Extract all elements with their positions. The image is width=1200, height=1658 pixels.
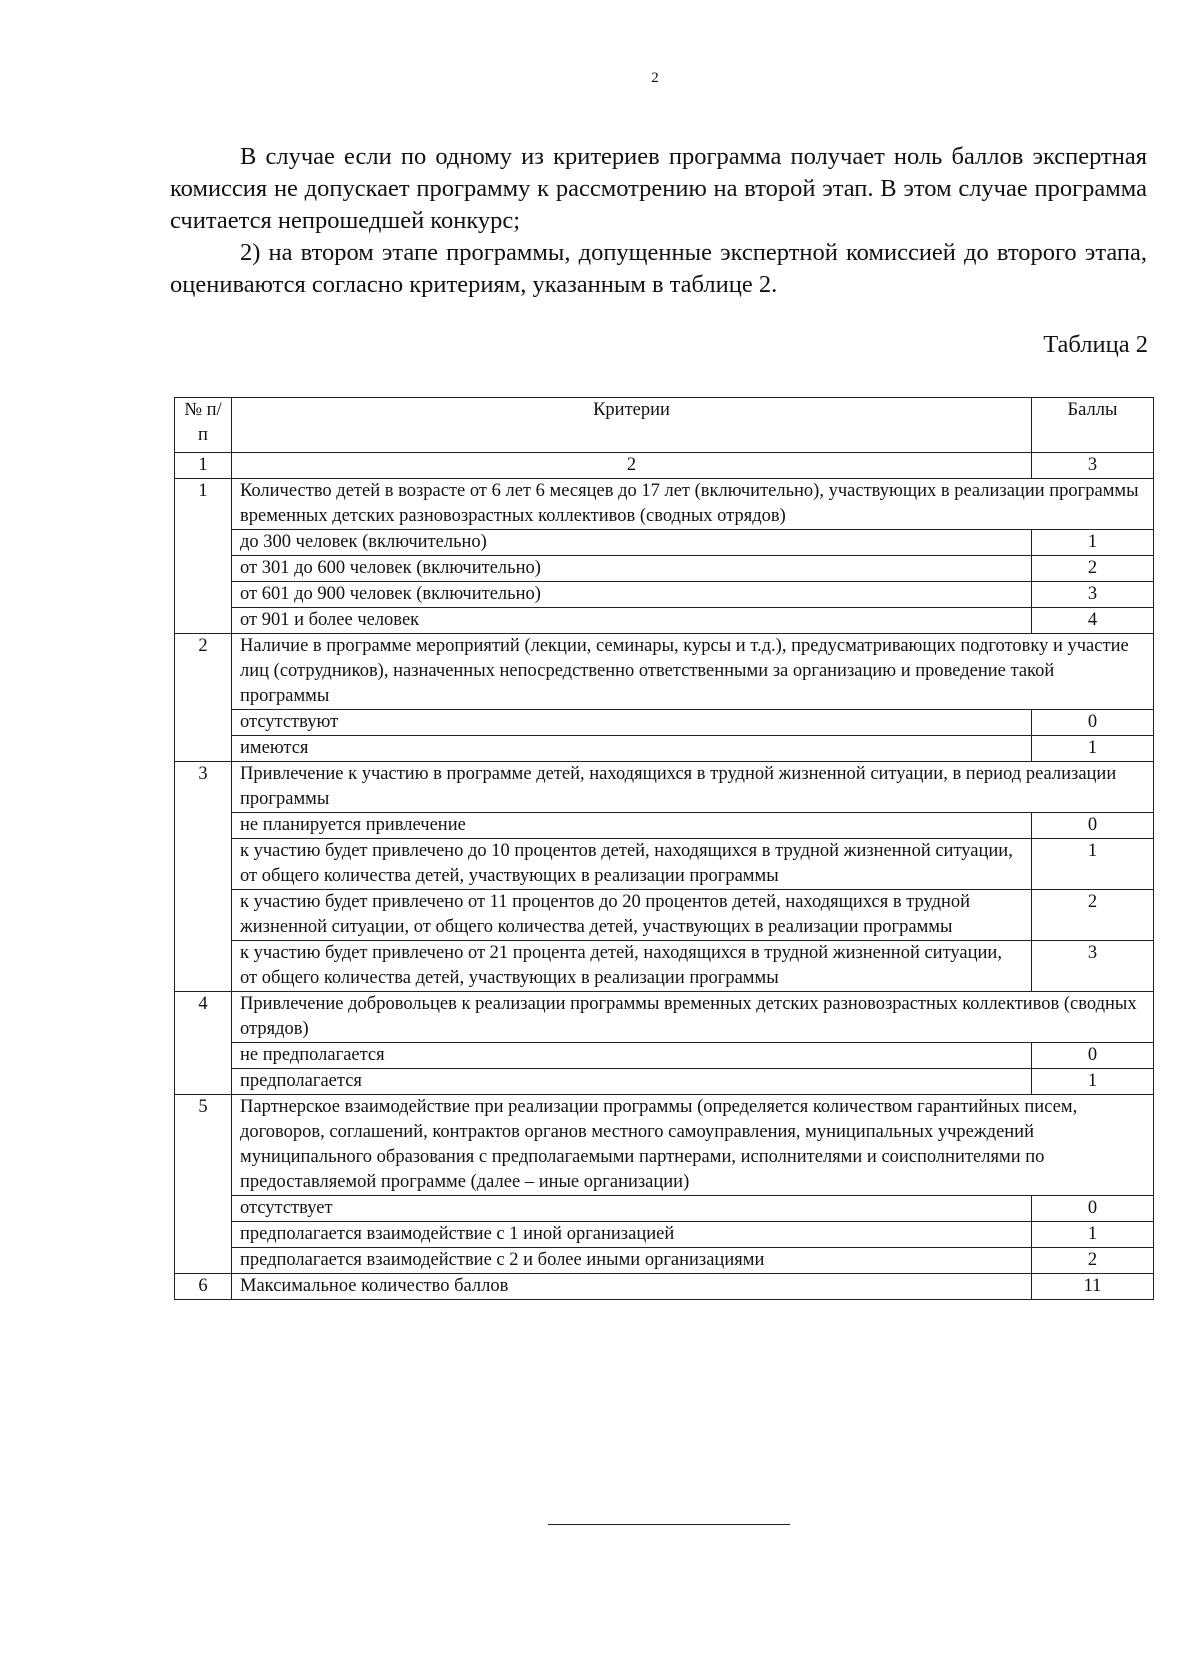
option-row	[175, 556, 1154, 582]
criterion-number: 5	[175, 1095, 232, 1274]
option-score: 3	[1032, 941, 1154, 992]
option-score: 1	[1032, 530, 1154, 556]
option-row	[175, 1222, 1154, 1248]
option-row	[175, 710, 1154, 736]
table-header-row	[175, 398, 1154, 453]
criterion-title: Партнерское взаимодействие при реализации программы (определяется количеством гарантийных писем, договоров, соглашений, контрактов органов местного самоуправления, муниципальных учреждений муниципального образования с предполагаемыми партнерами, исполнителями и соисполнителями по предоставляемой программе (далее – иные организации)	[232, 1095, 1154, 1196]
option-text: предполагается взаимодействие с 2 и более иными организациями	[232, 1248, 1032, 1274]
total-text: Максимальное количество баллов	[232, 1274, 1032, 1300]
option-score: 2	[1032, 556, 1154, 582]
option-row	[175, 1196, 1154, 1222]
option-score: 0	[1032, 1043, 1154, 1069]
option-text: до 300 человек (включительно)	[232, 530, 1032, 556]
option-row	[175, 1248, 1154, 1274]
paragraph: 2) на втором этапе программы, допущенные экспертной комиссией до второго этапа, оцениваются согласно критериям, указанным в таблице 2.	[170, 239, 1147, 298]
option-score: 0	[1032, 710, 1154, 736]
option-text: к участию будет привлечено от 21 процента детей, находящихся в трудной жизненной ситуации, от общего количества детей, участвующих в реализации программы	[232, 941, 1032, 992]
option-row	[175, 839, 1154, 890]
option-score: 1	[1032, 839, 1154, 890]
criterion-number: 3	[175, 762, 232, 992]
body-text	[170, 141, 1147, 301]
header-score: Баллы	[1032, 398, 1154, 453]
criterion-row	[175, 992, 1154, 1043]
option-text: от 301 до 600 человек (включительно)	[232, 556, 1032, 582]
criterion-row	[175, 1095, 1154, 1196]
option-text: имеются	[232, 736, 1032, 762]
option-row	[175, 530, 1154, 556]
total-row	[175, 1274, 1154, 1300]
criterion-row	[175, 762, 1154, 813]
column-number: 3	[1032, 453, 1154, 479]
column-number: 2	[232, 453, 1032, 479]
option-text: от 601 до 900 человек (включительно)	[232, 582, 1032, 608]
criteria-table	[174, 397, 1154, 1300]
option-row	[175, 1069, 1154, 1095]
total-number: 6	[175, 1274, 232, 1300]
option-row	[175, 736, 1154, 762]
option-score: 2	[1032, 1248, 1154, 1274]
option-text: предполагается	[232, 1069, 1032, 1095]
option-score: 0	[1032, 1196, 1154, 1222]
option-score: 1	[1032, 736, 1154, 762]
option-row	[175, 813, 1154, 839]
option-row	[175, 890, 1154, 941]
criterion-number: 2	[175, 634, 232, 762]
option-text: не планируется привлечение	[232, 813, 1032, 839]
option-text: не предполагается	[232, 1043, 1032, 1069]
option-row	[175, 941, 1154, 992]
option-text: к участию будет привлечено до 10 процентов детей, находящихся в трудной жизненной ситуации, от общего количества детей, участвующих в реализации программы	[232, 839, 1032, 890]
criterion-row	[175, 634, 1154, 710]
criterion-number: 4	[175, 992, 232, 1095]
footer-rule	[548, 1524, 790, 1525]
option-text: от 901 и более человек	[232, 608, 1032, 634]
option-text: отсутствует	[232, 1196, 1032, 1222]
option-text: к участию будет привлечено от 11 процентов до 20 процентов детей, находящихся в трудной жизненной ситуации, от общего количества детей, участвующих в реализации программы	[232, 890, 1032, 941]
header-num: № п/п	[175, 398, 232, 453]
option-text: предполагается взаимодействие с 1 иной организацией	[232, 1222, 1032, 1248]
criterion-title: Привлечение к участию в программе детей, находящихся в трудной жизненной ситуации, в период реализации программы	[232, 762, 1154, 813]
paragraph: В случае если по одному из критериев программа получает ноль баллов экспертная комиссия не допускает программу к рассмотрению на второй этап. В этом случае программа считается непрошедшей конкурс;	[170, 143, 1147, 234]
option-row	[175, 1043, 1154, 1069]
option-score: 0	[1032, 813, 1154, 839]
column-number: 1	[175, 453, 232, 479]
option-score: 4	[1032, 608, 1154, 634]
option-score: 1	[1032, 1069, 1154, 1095]
column-number-row	[175, 453, 1154, 479]
table-caption: Таблица 2	[1043, 331, 1148, 358]
option-score: 2	[1032, 890, 1154, 941]
criterion-title: Количество детей в возрасте от 6 лет 6 месяцев до 17 лет (включительно), участвующих в реализации программы временных детских разновозрастных коллективов (сводных отрядов)	[232, 479, 1154, 530]
option-text: отсутствуют	[232, 710, 1032, 736]
option-row	[175, 608, 1154, 634]
total-score: 11	[1032, 1274, 1154, 1300]
option-row	[175, 582, 1154, 608]
page-number: 2	[651, 70, 659, 86]
header-criteria: Критерии	[232, 398, 1032, 453]
criterion-row	[175, 479, 1154, 530]
criterion-number: 1	[175, 479, 232, 634]
option-score: 3	[1032, 582, 1154, 608]
criterion-title: Наличие в программе мероприятий (лекции, семинары, курсы и т.д.), предусматривающих подготовку и участие лиц (сотрудников), назначенных непосредственно ответственными за организацию и проведение такой программы	[232, 634, 1154, 710]
criterion-title: Привлечение добровольцев к реализации программы временных детских разновозрастных коллективов (сводных отрядов)	[232, 992, 1154, 1043]
option-score: 1	[1032, 1222, 1154, 1248]
